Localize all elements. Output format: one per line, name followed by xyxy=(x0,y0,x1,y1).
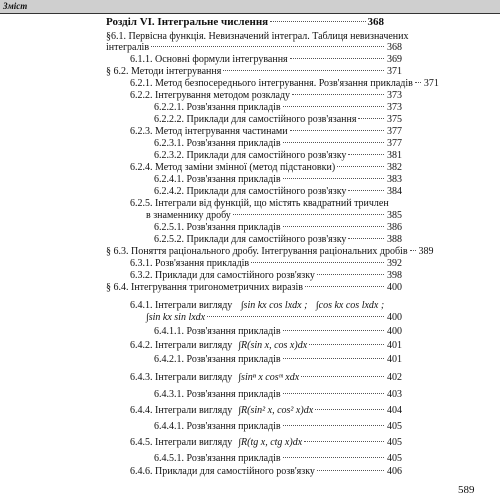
toc-entry-page: 405 xyxy=(387,437,402,448)
toc-entry-6-2-4-2[interactable] xyxy=(154,186,402,197)
toc-entry-page: 398 xyxy=(387,270,402,281)
toc-entry-title: 6.4.5. Інтеграли вигляду xyxy=(130,437,233,448)
toc-entry-page: 402 xyxy=(387,372,402,383)
toc-entry-page: 403 xyxy=(387,389,402,400)
toc-entry-6-4-4[interactable] xyxy=(130,405,402,416)
integral-formula: ∫cos kx cos lxdx ; xyxy=(315,300,385,311)
toc-entry-title: § 6.4. Інтегрування тригонометричних виразів xyxy=(106,282,303,293)
toc-entry-page: 389 xyxy=(418,246,434,257)
toc-entry-6-2-3-2[interactable] xyxy=(154,150,402,161)
toc-entry-6-4-1-1[interactable] xyxy=(154,326,402,337)
toc-entry-6-4-5-1[interactable] xyxy=(154,453,402,464)
toc-entry-page: 400 xyxy=(387,312,402,323)
toc-entry-6-2-2[interactable] xyxy=(130,90,402,101)
toc-entry-page: 369 xyxy=(387,54,402,65)
toc-entry-6-2-5-2[interactable] xyxy=(154,234,402,245)
toc-entry-title: 6.2.4.2. Приклади для самостійного розв'язку xyxy=(154,186,347,197)
toc-entry-title: в знаменнику дробу xyxy=(146,210,231,221)
toc-entry-title: 6.4.4. Інтеграли вигляду xyxy=(130,405,233,416)
toc-entry-6-3[interactable] xyxy=(106,246,434,257)
toc-entry-title: 6.2.3. Метод інтегрування частинами xyxy=(130,126,288,137)
toc-entry-6-2-3[interactable] xyxy=(130,126,402,137)
toc-entry-title: 6.4.3.1. Розв'язання прикладів xyxy=(154,389,281,400)
toc-entry-title: 6.4.6. Приклади для самостійного розв'язку xyxy=(130,466,315,477)
toc-entry-title: 6.4.5.1. Розв'язання прикладів xyxy=(154,453,281,464)
toc-entry-title: 6.2.2. Інтегрування методом розкладу xyxy=(130,90,291,101)
toc-entry-6-4-6[interactable] xyxy=(130,466,402,477)
toc-entry-6-2-4[interactable] xyxy=(130,162,402,173)
toc-entry-page: 405 xyxy=(387,453,402,464)
toc-entry-page: 381 xyxy=(387,150,402,161)
toc-entry-page: 373 xyxy=(387,90,402,101)
toc-entry-page: 405 xyxy=(387,421,402,432)
toc-entry-6-4-2[interactable] xyxy=(130,340,402,351)
toc-entry-title: 6.2.5.1. Розв'язання прикладів xyxy=(154,222,281,233)
toc-entry-6-4-4-1[interactable] xyxy=(154,421,402,432)
toc-entry-6-4-1[interactable] xyxy=(146,312,402,323)
integral-formula: ∫R(sin² x, cos² x)dx xyxy=(238,405,314,416)
toc-entry-page: 368 xyxy=(367,16,384,28)
toc-entry-page: 386 xyxy=(387,222,402,233)
toc-entry-page: 401 xyxy=(387,354,402,365)
toc-entry-title: 6.2.4.1. Розв'язання прикладів xyxy=(154,174,281,185)
toc-entry-title: 6.1.1. Основні формули інтегрування xyxy=(130,54,288,65)
toc-entry-title: 6.4.3. Інтеграли вигляду xyxy=(130,372,233,383)
toc-entry-page: 406 xyxy=(387,466,402,477)
toc-entry-page: 383 xyxy=(387,174,402,185)
toc-entry-title: 6.4.4.1. Розв'язання прикладів xyxy=(154,421,281,432)
header-title: Зміст xyxy=(3,1,28,11)
toc-entry-6-2-2-1[interactable] xyxy=(154,102,402,113)
toc-entry-6-2[interactable] xyxy=(106,66,402,77)
toc-entry-page: 384 xyxy=(387,186,402,197)
toc-entry-6-4-3[interactable] xyxy=(130,372,402,383)
toc-entry-6-1-line1: §6.1. Первісна функція. Невизначений інтеграл. Таблиця невизначених xyxy=(106,31,409,42)
toc-entry-page: 400 xyxy=(387,282,402,293)
toc-entry-page: 373 xyxy=(387,102,402,113)
toc-entry-6-2-3-1[interactable] xyxy=(154,138,402,149)
toc-entry-page: 377 xyxy=(387,138,402,149)
toc-entry-title: 6.2.2.1. Розв'язання прикладів xyxy=(154,102,281,113)
toc-entry-6-1[interactable] xyxy=(106,42,402,53)
toc-entry-title: 6.3.2. Приклади для самостійного розв'язку xyxy=(130,270,315,281)
integral-formula: ∫sinⁿ x cosᵐ xdx xyxy=(238,372,300,383)
toc-entry-6-4-1-line1 xyxy=(130,300,384,311)
toc-entry-6-2-5-line1: 6.2.5. Інтеграли від функцій, що містять квадратний тричлен xyxy=(130,198,389,209)
toc-entry-title: 6.4.2.1. Розв'язання прикладів xyxy=(154,354,281,365)
integral-formula: ∫R(sin x, cos x)dx xyxy=(238,340,308,351)
toc-entry-page: 368 xyxy=(387,42,402,53)
page-number: 589 xyxy=(458,484,475,496)
toc-entry-page: 375 xyxy=(387,114,402,125)
toc-entry-6-4-5[interactable] xyxy=(130,437,402,448)
toc-entry-6-4-2-1[interactable] xyxy=(154,354,402,365)
integral-formula: ∫sin kx cos lxdx ; xyxy=(240,300,308,311)
integral-formula: ∫sin kx sin lxdx xyxy=(146,312,206,323)
toc-entry-6-2-4-1[interactable] xyxy=(154,174,402,185)
toc-entry-title: 6.2.2.2. Приклади для самостійного розв'язання xyxy=(154,114,357,125)
toc-entry-title: 6.3.1. Розв'язання прикладів xyxy=(130,258,250,269)
integral-formula: ∫R(tg x, ctg x)dx xyxy=(238,437,303,448)
toc-entry-6-4-3-1[interactable] xyxy=(154,389,402,400)
toc-entry-title: 6.2.3.1. Розв'язання прикладів xyxy=(154,138,281,149)
toc-entry-title: 6.2.3.2. Приклади для самостійного розв'язку xyxy=(154,150,347,161)
toc-entry-title: Розділ VI. Інтегральне числення xyxy=(106,16,269,28)
toc-entry-6-3-2[interactable] xyxy=(130,270,402,281)
toc-entry-page: 401 xyxy=(387,340,402,351)
toc-entry-title: 6.4.1.1. Розв'язання прикладів xyxy=(154,326,281,337)
toc-entry-page: 371 xyxy=(387,66,402,77)
toc-entry-title: 6.2.1. Метод безпосереднього інтегрування. Розв'язання прикладів xyxy=(130,78,413,89)
toc-entry-title: 6.2.4. Метод заміни змінної (метод підстановки) xyxy=(130,162,336,173)
toc-entry-page: 382 xyxy=(387,162,402,173)
toc-entry-6-2-5[interactable] xyxy=(146,210,402,221)
toc-entry-6-2-1[interactable] xyxy=(130,78,439,89)
toc-entry-page: 400 xyxy=(387,326,402,337)
toc-entry-title: § 6.2. Методи інтегрування xyxy=(106,66,222,77)
toc-entry-6-4[interactable] xyxy=(106,282,402,293)
toc-entry-page: 385 xyxy=(387,210,402,221)
toc-entry-title: 6.4.2. Інтеграли вигляду xyxy=(130,340,233,351)
toc-entry-title: 6.2.5.2. Приклади для самостійного розв'язку xyxy=(154,234,347,245)
toc-entry-6-2-5-1[interactable] xyxy=(154,222,402,233)
toc-entry-6-3-1[interactable] xyxy=(130,258,402,269)
toc-entry-page: 404 xyxy=(387,405,402,416)
toc-entry-title: 6.4.1. Інтеграли вигляду xyxy=(130,300,233,311)
toc-entry-title: § 6.3. Поняття раціонального дробу. Інтегрування раціональних дробів xyxy=(106,246,408,257)
toc-entry-page: 377 xyxy=(387,126,402,137)
toc-entry-page: 371 xyxy=(423,78,439,89)
toc-entry-title: інтегралів xyxy=(106,42,150,53)
toc-entry-6-2-2-2[interactable] xyxy=(154,114,402,125)
toc-entry-6-1-1[interactable] xyxy=(130,54,402,65)
toc-entry-page: 392 xyxy=(387,258,402,269)
toc-entry-page: 388 xyxy=(387,234,402,245)
toc-entry-section-6[interactable] xyxy=(106,17,384,28)
